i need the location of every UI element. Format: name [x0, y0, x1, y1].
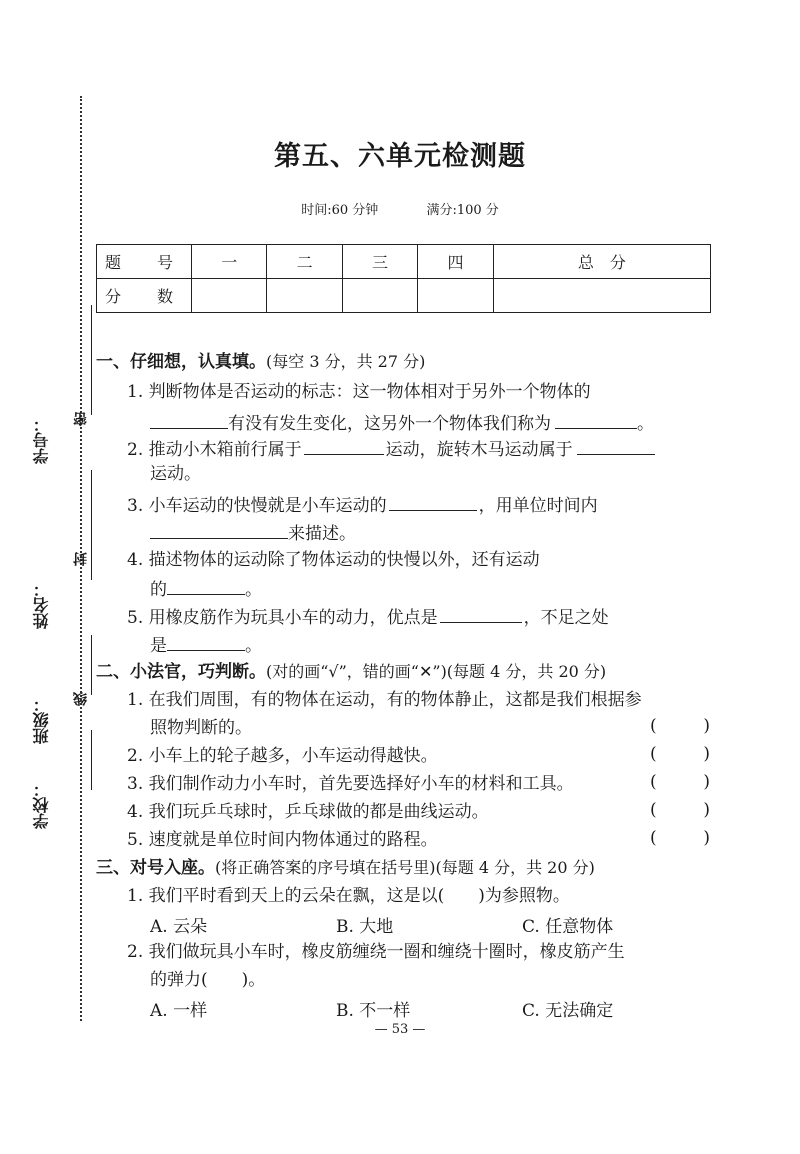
s1-q5-text-b: 是 — [150, 636, 167, 656]
s1-q3-text-b: 来描述。 — [288, 524, 356, 544]
s2-q1-line1: 1. 在我们周围，有的物体在运动，有的物体静止，这都是我们根据参 — [127, 690, 642, 710]
school-label: 学校： — [32, 781, 51, 829]
binding-margin — [0, 0, 90, 1154]
header-cell-2: 二 — [267, 245, 342, 279]
s3-q2-line1: 2. 我们做玩具小车时，橡皮筋缠绕一圈和缠绕十圈时，橡皮筋产生 — [127, 942, 625, 962]
s1-q3-line1 — [127, 492, 598, 518]
s1-q3-text-a: 3. 小车运动的快慢就是小车运动的 — [127, 496, 387, 516]
s1-q4-line2 — [150, 576, 262, 602]
name-label: 姓名： — [32, 581, 51, 629]
section1-heading — [96, 350, 425, 374]
name-line — [91, 470, 92, 580]
s3-q2-option-a[interactable]: A. 一样 — [150, 1001, 208, 1021]
class-line — [91, 635, 92, 695]
s2-q4-answer[interactable]: ( ) — [650, 800, 710, 820]
header-cell-1: 一 — [192, 245, 267, 279]
exam-info — [0, 199, 800, 218]
s2-q1-answer[interactable]: ( ) — [650, 716, 710, 736]
school-field[interactable] — [30, 740, 90, 900]
score-row-label: 分 数 — [97, 279, 192, 313]
s1-q2-text-a: 2. 推动小木箱前行属于 — [127, 440, 302, 460]
full-score: 满分:100 分 — [426, 203, 499, 218]
section1-note: (每空 3 分，共 27 分) — [266, 352, 426, 371]
section3-heading — [96, 856, 595, 880]
score-table — [96, 244, 711, 313]
s1-q5-line2 — [150, 632, 262, 658]
s1-q4-blank[interactable] — [167, 576, 245, 595]
class-label: 班级： — [32, 696, 51, 744]
section2-heading — [96, 660, 606, 684]
score-cell-4[interactable] — [418, 279, 493, 313]
s1-q3-line2 — [150, 520, 356, 546]
s1-q1-text: 有没有发生变化，这另外一个物体我们称为 — [228, 414, 551, 434]
s2-q2: 2. 小车上的轮子越多，小车运动得越快。 — [127, 746, 438, 766]
s2-q1-line2: 照物判断的。 — [150, 718, 252, 738]
name-field[interactable] — [30, 470, 90, 630]
s1-q2-blank2[interactable] — [577, 436, 655, 455]
score-cell-3[interactable] — [342, 279, 417, 313]
s3-q2-option-c[interactable]: C. 无法确定 — [522, 1001, 614, 1021]
s2-q5-answer[interactable]: ( ) — [650, 828, 710, 848]
s3-q1-option-b[interactable]: B. 大地 — [336, 917, 394, 937]
s1-q5-text-mid: ，不足之处 — [523, 608, 609, 628]
time-limit: 时间:60 分钟 — [301, 203, 379, 218]
s2-q3-answer[interactable]: ( ) — [650, 772, 710, 792]
s1-q2-blank1[interactable] — [304, 436, 384, 455]
s1-q1-blank2[interactable] — [555, 410, 637, 429]
seal-char-mi: 密 — [73, 412, 89, 426]
s1-q4-text-b: 的 — [150, 580, 167, 600]
section2-title: 二、小法官，巧判断。 — [96, 662, 266, 682]
s2-q3: 3. 我们制作动力小车时，首先要选择好小车的材料和工具。 — [127, 774, 574, 794]
s1-q5-line1 — [127, 604, 609, 630]
s2-q4: 4. 我们玩乒乓球时，乒乓球做的都是曲线运动。 — [127, 802, 489, 822]
seal-char-feng: 封 — [73, 552, 89, 566]
s1-q5-text-a: 5. 用橡皮筋作为玩具小车的动力，优点是 — [127, 608, 438, 628]
score-cell-total[interactable] — [493, 279, 710, 313]
s2-q5: 5. 速度就是单位时间内物体通过的路程。 — [127, 830, 438, 850]
s1-q1-line1: 1. 判断物体是否运动的标志：这一物体相对于另外一个物体的 — [127, 382, 591, 402]
section3-title: 三、对号入座。 — [96, 858, 215, 878]
s3-q2-option-b[interactable]: B. 不一样 — [336, 1001, 411, 1021]
student-number-line — [91, 305, 92, 415]
s1-q1-line2 — [150, 410, 654, 436]
s1-q2-text-mid: 运动，旋转木马运动属于 — [385, 440, 573, 460]
section1-title: 一、仔细想，认真填。 — [96, 352, 266, 372]
s1-q4-line1: 4. 描述物体的运动除了物体运动的快慢以外，还有运动 — [127, 550, 540, 570]
s1-q5-blank1[interactable] — [440, 604, 522, 623]
s3-q1: 1. 我们平时看到天上的云朵在飘，这是以( )为参照物。 — [127, 886, 570, 906]
page-number: — 53 — — [374, 1022, 426, 1037]
score-table-header-row — [97, 245, 711, 279]
student-number-field[interactable] — [30, 305, 90, 465]
s1-q5-end: 。 — [245, 636, 262, 656]
s1-q1-blank1[interactable] — [150, 410, 228, 429]
section2-note: (对的画“√”，错的画“✕”)(每题 4 分，共 20 分) — [266, 662, 607, 681]
s1-q2-line2: 运动。 — [150, 464, 201, 484]
header-cell-4: 四 — [418, 245, 493, 279]
s1-q1-end: 。 — [637, 414, 654, 434]
student-number-label: 学号： — [32, 416, 51, 464]
s1-q3-blank2[interactable] — [150, 520, 288, 539]
s1-q3-blank1[interactable] — [389, 492, 477, 511]
s3-q2-line2: 的弹力( )。 — [150, 970, 266, 990]
page-title: 第五、六单元检测题 — [274, 141, 526, 172]
s1-q5-blank2[interactable] — [167, 632, 245, 651]
s2-q2-answer[interactable]: ( ) — [650, 744, 710, 764]
s3-q1-option-a[interactable]: A. 云朵 — [150, 917, 208, 937]
score-table-score-row — [97, 279, 711, 313]
score-cell-2[interactable] — [267, 279, 342, 313]
header-cell-total: 总 分 — [493, 245, 710, 279]
score-cell-1[interactable] — [192, 279, 267, 313]
s1-q4-end: 。 — [245, 580, 262, 600]
header-cell-3: 三 — [342, 245, 417, 279]
section3-note: (将正确答案的序号填在括号里)(每题 4 分，共 20 分) — [215, 858, 595, 877]
seal-char-xian: 线 — [73, 692, 89, 706]
s1-q2-line1 — [127, 436, 655, 462]
s1-q3-text-mid: ，用单位时间内 — [478, 496, 598, 516]
s3-q1-option-c[interactable]: C. 任意物体 — [522, 917, 614, 937]
header-cell-question-no: 题 号 — [97, 245, 192, 279]
school-line — [91, 730, 92, 790]
